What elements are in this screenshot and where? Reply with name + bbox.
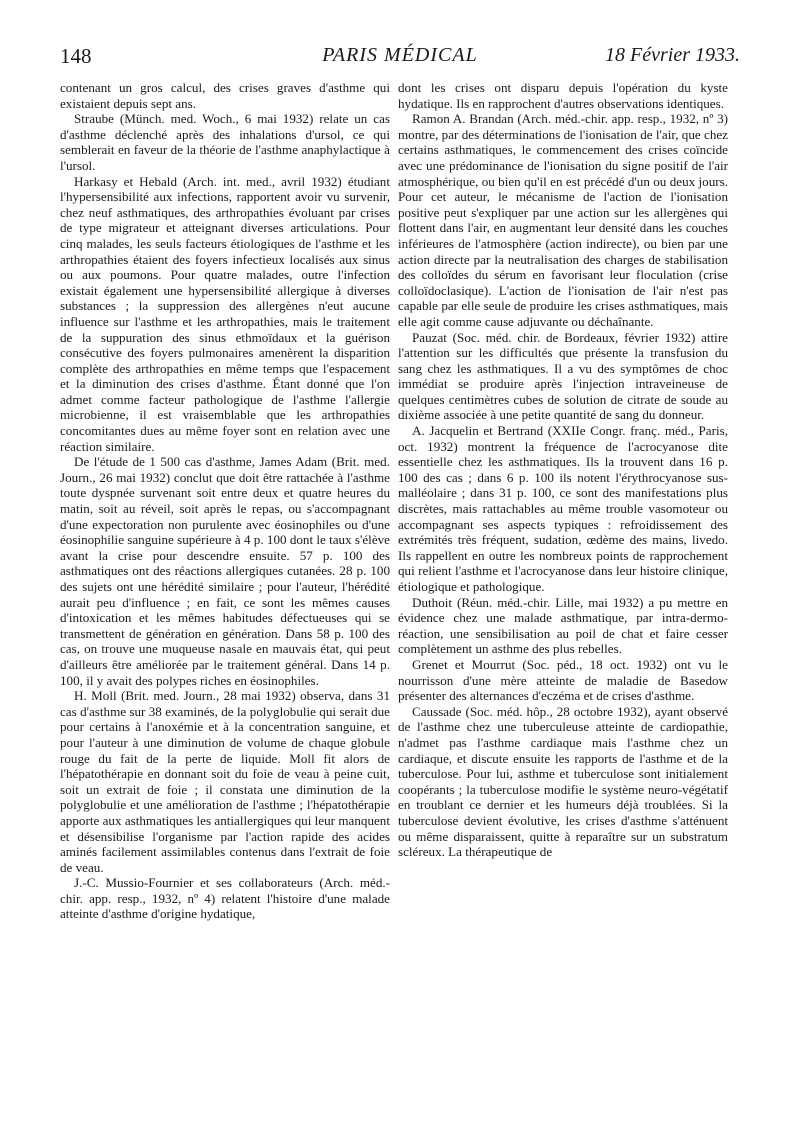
paragraph: Caussade (Soc. méd. hôp., 28 octobre 1932), ayant observé de l'asthme chez une tuberculeuse atteinte de cardiopathie, n'admet pas l'asthme cardiaque mais l'asthme chez un cardiaque, et discute ensuite les rapports de l'asthme et de la tuberculose. Pour lui, asthme et tuberculose sont initialement coopérants ; la tuberculose modifie le système neuro-végétatif en troublant ce dernier et les humeurs déjà troublées. Si la tuberculose devient évolutive, les crises d'asthme s'atténuent ou même disparaissent, quitte à reparaître sur un substratum scléreux. La thérapeutique de: [398, 703, 728, 860]
paragraph: dont les crises ont disparu depuis l'opération du kyste hydatique. Ils en rapprochent d'autres observations identiques.: [398, 80, 728, 111]
journal-title: PARIS MÉDICAL: [322, 44, 478, 66]
paragraph: Ramon A. Brandan (Arch. méd.-chir. app. resp., 1932, nº 3) montre, par des déterminations de l'ionisation de l'air, que chez certains asthmatiques, le commencement des crises coïncide avec une prédominance de l'ionisation du signe positif de l'air atmosphérique, ou bien qu'il en est précédé d'un ou deux jours. Pour cet auteur, le mécanisme de l'action de l'ionisation positive peut s'expliquer par une action sur les allergènes qui flottent dans l'air, en augmentant leur densité dans les couches inférieures de l'atmosphère (action indirecte), ou bien par une action directe par la neutralisation des charges de stabilisation des colloïdes du sérum en favorisant leur floculation (crise colloïdoclasique). L'action de l'ionisation de l'air n'est pas capable par elle seule de produire les crises asthmatiques, mais elle agit comme cause adjuvante ou déchaînante.: [398, 111, 728, 329]
paragraph: Duthoit (Réun. méd.-chir. Lille, mai 1932) a pu mettre en évidence chez une malade asthmatique, par intra-dermo-réaction, une sensibilisation au poil de chat et faire cesser complètement un asthme des plus rebelles.: [398, 594, 728, 657]
paragraph: Grenet et Mourrut (Soc. péd., 18 oct. 1932) ont vu le nourrisson d'une mère atteinte de maladie de Basedow présenter des alternances d'eczéma et de crises d'asthme.: [398, 656, 728, 704]
right-column: [398, 80, 728, 860]
paragraph: contenant un gros calcul, des crises graves d'asthme qui existaient depuis sept ans.: [60, 80, 390, 111]
paragraph: A. Jacquelin et Bertrand (XXIIe Congr. franç. méd., Paris, oct. 1932) montrent la fréquence de l'acrocyanose dite essentielle chez les asthmatiques. Ils la trouvent dans 16 p. 100 des cas ; dans 6 p. 100 ils notent l'érythrocyanose sus-malléolaire ; dans 31 p. 100, ce sont des manifestations plus discrètes, mais rattachables au même trouble vasomoteur ou accompagnant ses aspects typiques : refroidissement des extrémités très fréquent, sudation, œdème des mains, livedo. Ils rappellent en outre les nombreux points de rapprochement qui relient l'asthme et l'acrocyanose dans leur histoire clinique, étiologique et pathologique.: [398, 423, 728, 594]
paragraph: De l'étude de 1 500 cas d'asthme, James Adam (Brit. med. Journ., 26 mai 1932) conclut que doit être rattachée à l'asthme toute dyspnée survenant soit entre deux et quatre heures du matin, soit au réveil, soit après le repas, ou s'accompagnant d'une expectoration non purulente avec éosinophiles ou d'une éosinophilie sanguine supérieure à 4 p. 100 dont le taux s'élève avant la crise pour descendre ensuite. 57 p. 100 des asthmatiques ont des réactions allergiques cutanées. 28 p. 100 des sujets ont une hérédité similaire ; pour l'auteur, l'hérédité aurait peu d'influence ; en fait, ce sont les mêmes causes d'intoxication et les mêmes habitudes défectueuses qui se transmettent de génération en génération. Dans 58 p. 100 des cas, on trouve une muqueuse nasale en mauvais état, qui peut d'ailleurs être améliorée par le traitement général. Dans 14 p. 100, il y avait des polypes riches en éosinophiles.: [60, 454, 390, 688]
page-header: [60, 44, 740, 78]
paragraph: H. Moll (Brit. med. Journ., 28 mai 1932) observa, dans 31 cas d'asthme sur 38 examinés, de la polyglobulie qui serait due pour certains à l'anoxémie et à la concentration sanguine, et pour l'auteur à une diminution de volume de chaque globule rouge du fait de la perte de liquide. Moll fit alors de l'hépatothérapie en donnant soit du foie de veau à peine cuit, soit un extrait de foie ; il constata une diminution de la polyglobulie et une amélioration de l'asthme ; l'hépatothérapie apporte aux asthmatiques les antiallergiques qui leur manquent et désensibilise l'organisme par l'action rapide des acides aminés facilement assimilables contenus dans l'extrait de foie de veau.: [60, 688, 390, 875]
page-number: 148: [60, 44, 92, 68]
paragraph: Straube (Münch. med. Woch., 6 mai 1932) relate un cas d'asthme déclenché après des inhalations d'ursol, ce qui semblerait en faveur de la théorie de l'asthme anaphylactique à l'ursol.: [60, 111, 390, 173]
paragraph: Harkasy et Hebald (Arch. int. med., avril 1932) étudiant l'hypersensibilité aux infections, rapportent avoir vu survenir, chez neuf asthmatiques, des arthropathies évoluant par crises de type migrateur et atteignant diverses articulations. Pour cinq malades, les seuls facteurs étiologiques de l'asthme et les arthropathies étaient des foyers infectieux localisés aux sinus ou aux poumons. Pour quatre malades, outre l'infection existait également une hypersensibilité allergique à diverses substances ; la suppression des allergènes n'eut aucune influence sur l'asthme et les arthropathies, mais le traitement de la suppuration des sinus ethmoïdaux et la guérison consécutive des foyers pulmonaires amenèrent la disparition complète des arthropathies en même temps que l'espacement et la diminution des crises d'asthme. Étant donné que l'on admet comme facteur pathologique de l'asthme l'allergie microbienne, il est vraisemblable que les arthropathies concomitantes dues au même foyer sont en relation avec une réaction similaire.: [60, 173, 390, 454]
issue-date: 18 Février 1933.: [605, 44, 740, 66]
paragraph: J.-C. Mussio-Fournier et ses collaborateurs (Arch. méd.-chir. app. resp., 1932, nº 4) relatent l'histoire d'une malade atteinte d'asthme d'origine hydatique,: [60, 875, 390, 922]
left-column: [60, 80, 390, 922]
paragraph: Pauzat (Soc. méd. chir. de Bordeaux, février 1932) attire l'attention sur les difficultés que présente la transfusion du sang chez les asthmatiques. Il a vu des symptômes de choc immédiat se produire après l'injection intraveineuse de quelques centimètres cubes de solution de citrate de soude au dixième associée à une petite quantité de sang du donneur.: [398, 329, 728, 423]
